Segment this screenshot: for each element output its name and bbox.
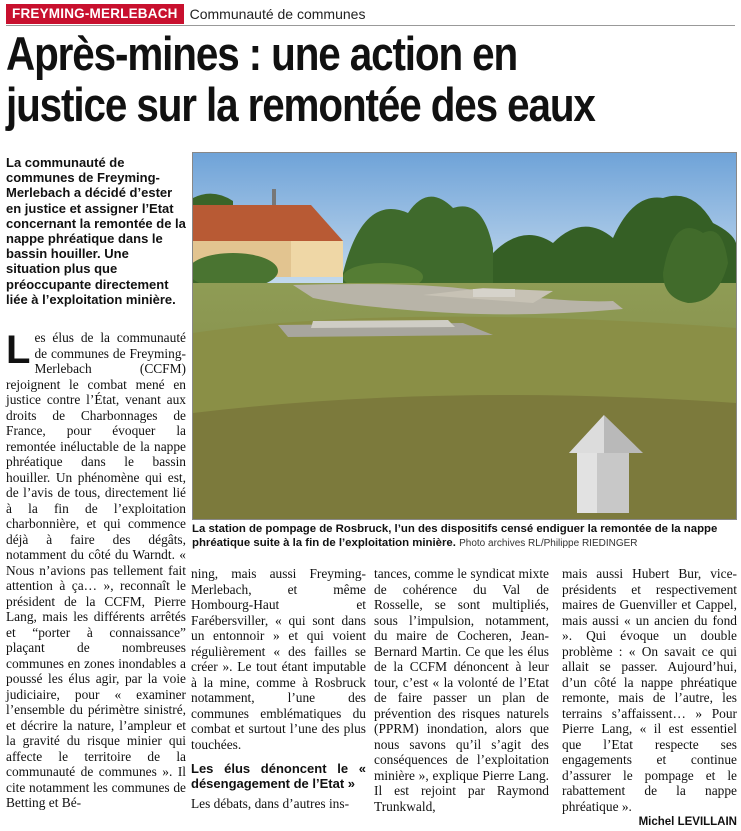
subheading: Les élus dénoncent le « désengagement de l’Etat » [191,761,366,791]
article-column-2 [191,566,366,812]
headline-line-1: Après-mines : une action en [6,27,518,80]
location-tag: FREYMING-MERLEBACH [6,4,184,24]
photo-credit: Photo archives RL/Philippe RIEDINGER [459,538,638,549]
section-label: Communauté de communes [189,6,366,22]
kicker [6,4,365,24]
column-4-text: mais aussi Hubert Bur, vice-présidents et respectivement maires de Guenviller et Cappel, mais aussi « un ancien du fond ». Qui évoque un double problème : « On savait ce qui allait se passer. Aujourd’hui, d’un côté la nappe phréatique remonte, mais de l’autre, les terrains s’affaissent… » Pour Pierre Lang, « il est essentiel que l’Etat respecte ses engagements et continue d’assurer le pompage et le rabattement de la nappe phréatique ». [562,566,737,814]
column-3-text: tances, comme le syndicat mixte de cohérence du Val de Rosselle, se sont multipliés, sous l’impulsion, notamment, du maire de Cocheren, Jean-Bernard Martin. Ce que les élus de la CCFM dénoncent à leur tour, c’est « la volonté de l’Etat de faire passer un plan de prévention des risques naturels (PPRM) inondation, alors que nous savons qu’il s’agit des conséquences de l’exploitation minière », explique Pierre Lang. Il est rejoint par Raymond Trunkwald, [374,566,549,814]
headline-line-2: justice sur la remontée des eaux [6,78,595,131]
drop-cap: L [6,328,31,372]
author-signature: Michel LEVILLAIN [638,816,737,828]
article-column-1 [6,330,186,811]
column-2-text: ning, mais aussi Freyming-Merlebach, et même Hombourg-Haut et Farébersviller, « qui sont dans un entonnoir » et qui voient régulièrement « des failles se créer ». Le tout étant imputable à la mine, comme à Rosbruck notamment, l’une des communes emblématiques du combat et surtout l’une des plus touchées. [191,566,366,752]
column-2-text-continued: Les débats, dans d’autres ins- [191,796,350,811]
headline [6,28,638,130]
article-photo [192,152,737,520]
lead-paragraph: La communauté de communes de Freyming-Merlebach a décidé d’ester en justice et assigner l’Etat concernant la remontée de la nappe phréatique dans le bassin houiller. Une situation plus que préoccupante directement liée à l’exploitation minière. [6,155,186,307]
article-column-3 [374,566,549,814]
caption-text: La station de pompage de Rosbruck, l’un des dispositifs censé endiguer la remontée de la nappe phréatique suite à la fin de l’exploitation minière. [192,523,718,549]
kicker-rule [6,25,735,26]
article-column-4 [562,566,737,831]
pumping-station-photo [193,153,736,519]
photo-caption [192,522,735,551]
column-1-text: es élus de la communauté de communes de Freyming-Merlebach (CCFM) rejoignent le combat mené en justice contre l’État, venant aux droits de Charbonnages de France, pour évoquer la remontée inéluctable de la nappe phréatique dans le bassin houiller. Un phénomène qui est, de l’avis de tous, directement lié à la fin de l’exploitation charbonnière, et qui commence déjà à faire des dégâts, notamment du côté du Warndt. « Nous n’avions pas tellement fait attention à ça… », reconnaît le président de la CCFM, Pierre Lang, mais les différents arrêtés et “porter à connaissance” plaçant de nombreuses communes en zones inondables a poussé les élus agir, par la voie judiciaire, pour « examiner l’ensemble du périmètre sinistré, et décrire la nature, l’ampleur et la gravité du risque minier qui affecte le territoire de la communauté de communes ». Il cite notamment les communes de Betting et Bé- [6,330,186,810]
